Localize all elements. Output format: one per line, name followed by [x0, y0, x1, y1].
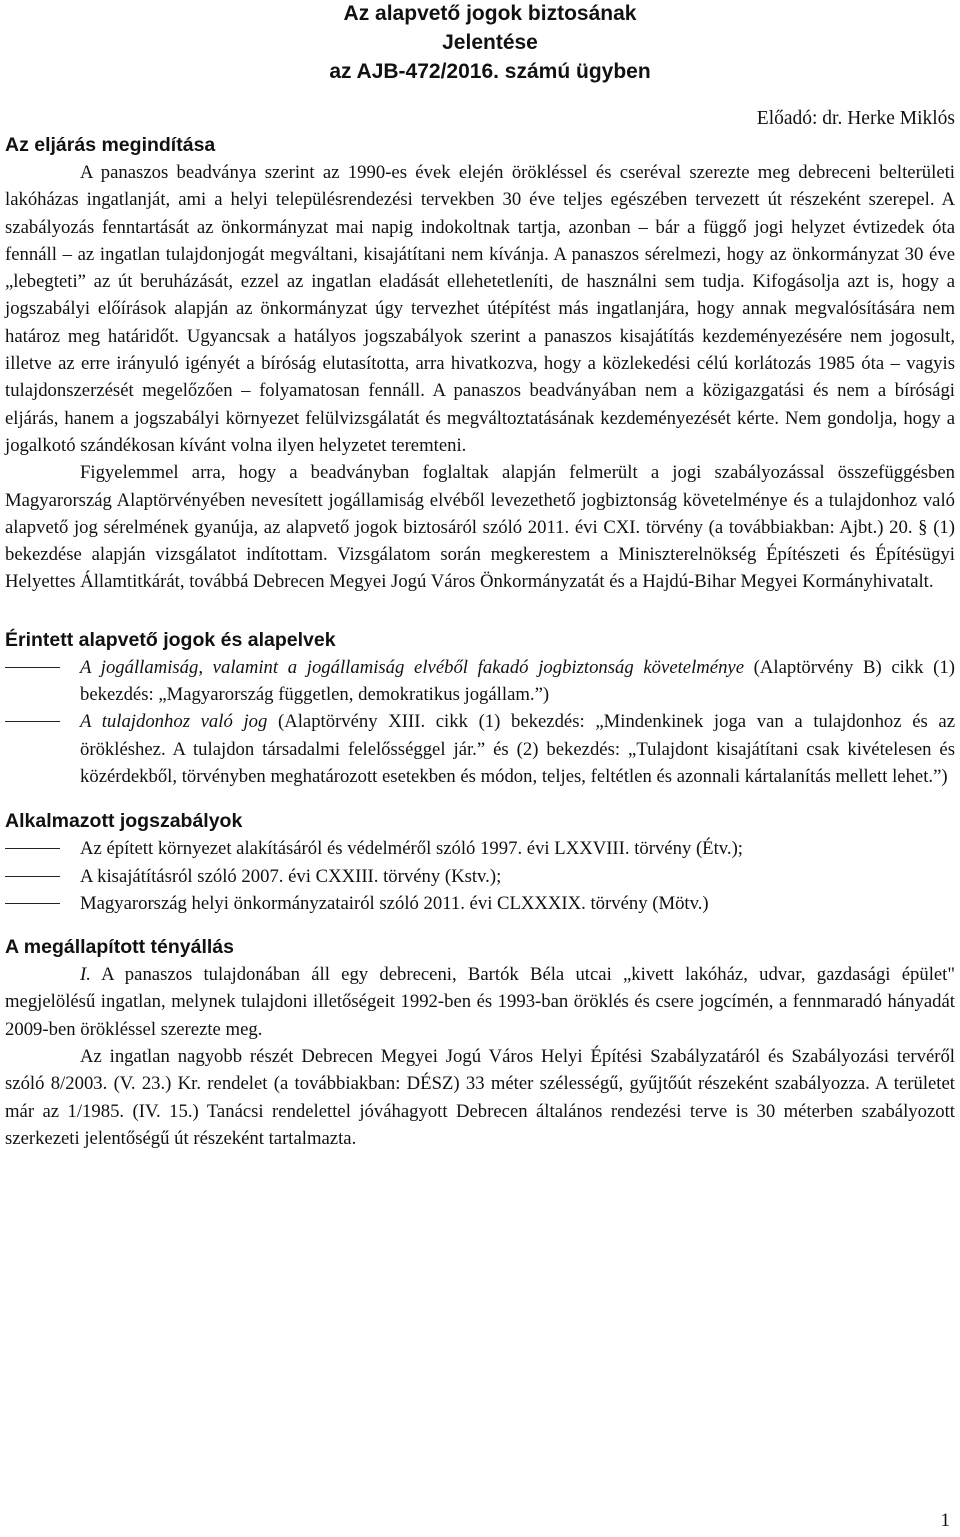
reporter-line: Előadó: dr. Herke Miklós — [756, 108, 955, 129]
facts-paragraph-1 — [5, 961, 955, 1043]
laws-list-item: Magyarország helyi önkormányzatairól szóló 2011. évi CLXXXIX. törvény (Mötv.) — [5, 890, 955, 917]
facts-paragraph-2: Az ingatlan nagyobb részét Debrecen Megyei Jogú Város Helyi Építési Szabályzatáról és Szabályozási tervéről szóló 8/2003. (V. 23.) Kr. rendelet (a továbbiakban: DÉSZ) 33 méter szélességű, gyűjtőút részeként szabályozza. A területet már az 1/1985. (IV. 15.) Tanácsi rendelettel jóváhagyott Debrecen általános rendezési terve is 30 méterben szabályozott szerkezeti jelentőségű út részeként tartalmazta. — [5, 1046, 955, 1149]
laws-list — [5, 835, 955, 917]
right-name: A jogállamiság, valamint a jogállamiság elvéből fakadó jogbiztonság követelménye — [80, 656, 745, 678]
document-page — [5, 0, 955, 1152]
right-text: (Alaptörvény B) cikk (1) bekezdés: „Magyarország független, demokratikus jogállam.”) — [80, 656, 955, 706]
right-name: A tulajdonhoz való jog — [80, 711, 268, 733]
facts-paragraph-1-text: A panaszos tulajdonában áll egy debreceni, Bartók Béla utcai „kivett lakóház, udvar, gazdasági épület" megjelölésű ingatlan, melynek tulajdoni illetőségeit 1992-ben és 1993-ban öröklés és csere jogcímén, a fennmaradó hányadát 2009-ben örökléssel szerezte meg. — [5, 964, 955, 1040]
title-line-2: Jelentése — [442, 31, 538, 54]
section-heading-laws: Alkalmazott jogszabályok — [5, 810, 243, 833]
title-line-3: az AJB-472/2016. számú ügyben — [329, 60, 651, 83]
document-title — [5, 0, 955, 86]
section-heading-initiation: Az eljárás megindítása — [5, 134, 216, 156]
initiation-paragraph-1: A panaszos beadványa szerint az 1990-es évek elején örökléssel és cseréval szerezte meg debreceni belterületi lakóházas ingatlanját, ami a helyi településrendezési tervekben 30 éve teljes egészében tervezett út részeként szerepel. A szabályozás fenntartását az önkormányzat mai napig indokoltnak tartja, azonban – bár a függő jogi helyzet évtizedek óta fennáll – az ingatlan tulajdonjogát megváltani, kisajátítani nem kívánja. A panaszos sérelmezi, hogy az önkormányzat 30 éve „lebegteti” az út beruházását, ezzel az ingatlan eladását ellehetetleníti, de használni sem tudja. Kifogásolja azt is, hogy a jogszabályi előírások alapján az önkormányzat úgy tervezhet útépítést más ingatlanjára, hogy annak megvalósítására nem határoz meg határidőt. Ugyancsak a hatályos jogszabályok szerint a panaszos kisajátítás kezdeményezésére nem jogosult, illetve az erre irányuló igényét a bíróság elutasította, arra hivatkozva, hogy a közlekedési célú korlátozás 1985 óta – vagyis tulajdonszerzését megelőzően – folyamatosan fennáll. A panaszos beadványában nem a közigazgatási és nem a bírósági eljárás, hanem a jogszabályi környezet felülvizsgálatát és megváltoztatásának kezdeményezését kérte. Nem gondolja, hogy a jogalkotó szándékosan kívánt volna ilyen helyzetet teremteni. — [5, 162, 955, 456]
section-heading-facts: A megállapított tényállás — [5, 936, 235, 959]
rights-list-item — [5, 708, 955, 790]
rights-list — [5, 654, 955, 790]
title-line-1: Az alapvető jogok biztosának — [343, 2, 637, 25]
roman-numeral: I. — [80, 964, 91, 986]
laws-list-item: A kisajátításról szóló 2007. évi CXXIII. törvény (Kstv.); — [5, 863, 955, 890]
rights-list-item — [5, 654, 955, 709]
right-text: (Alaptörvény XIII. cikk (1) bekezdés: „Mindenkinek joga van a tulajdonhoz és az örökléshez. A tulajdon társadalmi felelősséggel jár.” és (2) bekezdés: „Tulajdont kisajátítani csak kivételesen és közérdekből, törvényben meghatározott esetekben és módon, teljes, feltétlen és azonnali kártalanítás mellett lehet.”) — [80, 711, 956, 787]
section-heading-rights: Érintett alapvető jogok és alapelvek — [5, 628, 336, 651]
laws-list-item: Az épített környezet alakításáról és védelméről szóló 1997. évi LXXVIII. törvény (Étv.); — [5, 835, 955, 862]
page-number: 1 — [940, 1510, 950, 1531]
initiation-paragraph-2: Figyelemmel arra, hogy a beadványban foglaltak alapján felmerült a jogi szabályozással összefüggésben Magyarország Alaptörvényében nevesített jogállamiság elvéből levezethető jogbiztonság követelménye és a tulajdonhoz való alapvető jog sérelmének gyanúja, az alapvető jogok biztosáról szóló 2011. évi CXI. törvény (a továbbiakban: Ajbt.) 20. § (1) bekezdése alapján vizsgálatot indítottam. Vizsgálatom során megkerestem a Miniszterelnökség Építészeti és Építésügyi Helyettes Államtitkárát, továbbá Debrecen Megyei Jogú Város Önkormányzatát és a Hajdú-Bihar Megyei Kormányhivatalt. — [5, 462, 955, 593]
